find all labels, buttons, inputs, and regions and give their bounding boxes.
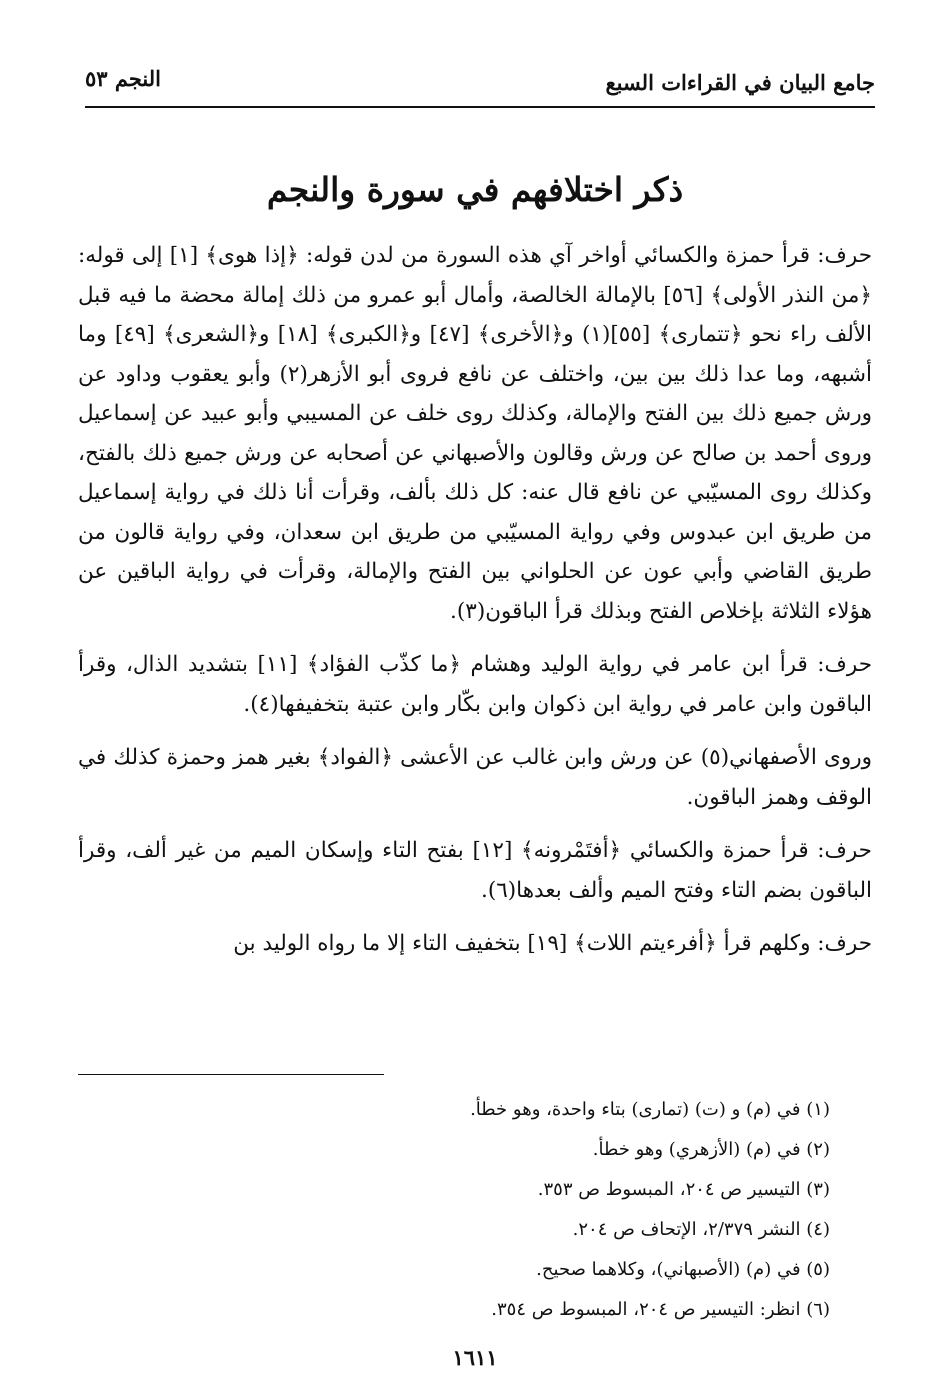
footnote: (٤) النشر ٢/٣٧٩، الإتحاف ص ٢٠٤. [572,1219,830,1240]
footnotes [78,1090,830,1330]
body-text [78,236,872,978]
paragraph: حرف: قرأ ابن عامر في رواية الوليد وهشام ﴿ما كذّب الفؤاد﴾ [١١] بتشديد الذال، وقرأ الباقون وابن عامر في رواية ابن ذكوان وابن بكّار وابن عتبة بتخفيفها(٤). [78,652,872,717]
footnote: (١) في (م) و (ت) (تمارى) بتاء واحدة، وهو خطأ. [470,1099,830,1120]
footnote: (٢) في (م) (الأزهري) وهو خطأ. [592,1139,830,1160]
paragraph: حرف: قرأ حمزة والكسائي ﴿أفتَمْرونه﴾ [١٢] بفتح التاء وإسكان الميم من غير ألف، وقرأ الباقون بضم التاء وفتح الميم وألف بعدها(٦). [78,838,872,903]
footnote: (٥) في (م) (الأصبهاني)، وكلاهما صحيح. [536,1259,830,1280]
chapter-title: ذكر اختلافهم في سورة والنجم [266,170,684,209]
paragraph: حرف: قرأ حمزة والكسائي أواخر آي هذه السورة من لدن قوله: ﴿إذا هوى﴾ [١] إلى قوله: ﴿من النذر الأولى﴾ [٥٦] بالإمالة الخالصة، وأمال أبو عمرو من ذلك إمالة محضة ما فيه قبل الألف راء نحو ﴿تتمارى﴾ [٥٥](١) و﴿الأخرى﴾ [٤٧] و﴿الكبرى﴾ [١٨] و﴿الشعرى﴾ [٤٩] وما أشبهه، وما عدا ذلك بين بين، واختلف عن نافع فروى أبو الأزهر(٢) وأبو يعقوب وداود عن ورش جميع ذلك بين الفتح والإمالة، وكذلك روى خلف عن المسيبي وأبو عبيد عن إسماعيل وروى أحمد بن صالح عن ورش وقالون والأصبهاني عن أصحابه عن ورش جميع ذلك بالفتح، وكذلك روى المسيّبي عن نافع قال عنه: كل ذلك بألف، وقرأت أنا ذلك في رواية إسماعيل من طريق ابن عبدوس وفي رواية المسيّبي من طريق ابن سعدان، وفي رواية قالون من طريق القاضي وأبي عون عن الحلواني بين الفتح والإمالة، وقرأت في رواية الباقين عن هؤلاء الثلاثة بإخلاص الفتح وبذلك قرأ الباقون(٣). [78,243,873,624]
page-number: ١٦١١ [452,1345,498,1370]
paragraph: حرف: وكلهم قرأ ﴿أفرءيتم اللات﴾ [١٩] بتخفيف التاء إلا ما رواه الوليد بن [233,931,872,956]
footnote: (٦) انظر: التيسير ص ٢٠٤، المبسوط ص ٣٥٤. [491,1299,830,1320]
paragraph: وروى الأصفهاني(٥) عن ورش وابن غالب عن الأعشى ﴿الفواد﴾ بغير همز وحمزة كذلك في الوقف وهمز الباقون. [78,745,872,810]
footnote: (٣) التيسير ص ٢٠٤، المبسوط ص ٣٥٣. [537,1179,830,1200]
book-title: جامع البيان في القراءات السبع [605,70,875,95]
footnote-divider [78,1074,384,1075]
surah-tag: النجم ٥٣ [85,66,161,91]
running-head [85,62,875,108]
